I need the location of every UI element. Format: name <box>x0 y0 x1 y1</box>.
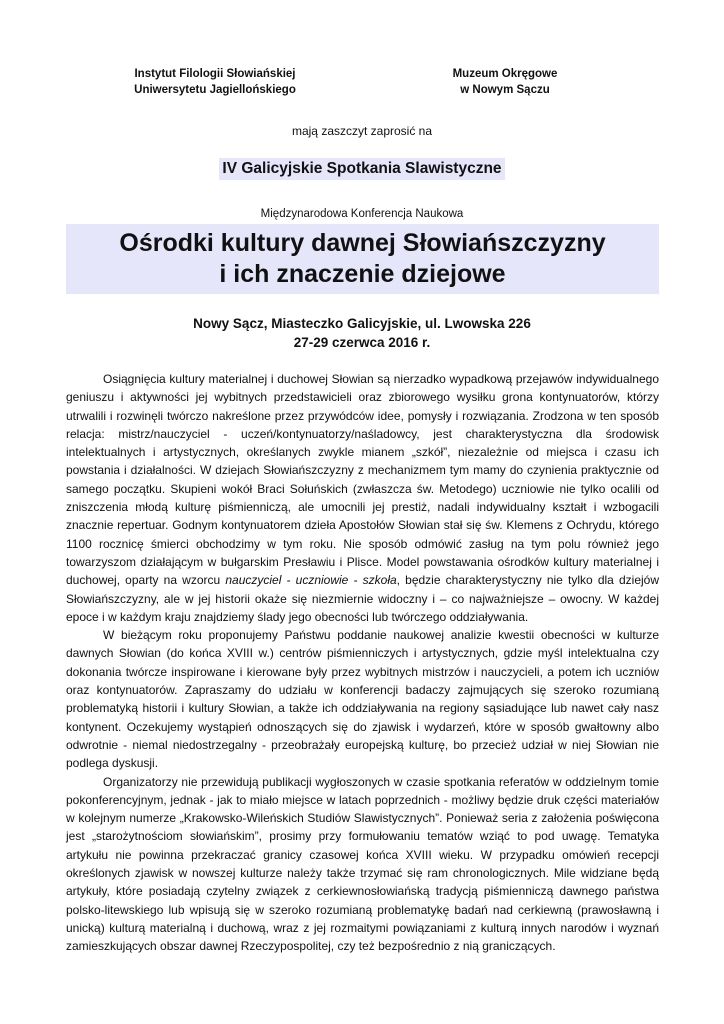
venue-dates: 27-29 czerwca 2016 r. <box>293 335 431 350</box>
conference-title-line1: Ośrodki kultury dawnej Słowiańszczyzny <box>119 229 606 257</box>
conference-type: Międzynarodowa Konferencja Naukowa <box>260 208 464 220</box>
paragraph-3: Organizatorzy nie przewidują publikacji wygłoszonych w czasie spotkania referatów w oddzielnym tomie pokonferencyjnym, jednak - jak to miało miejsce w latach poprzednich - możliwy będzie druk części materiałów w kolejnym numerze „Krakowsko-Wileńskich Studiów Slawistycznych”. Ponieważ seria z założenia poświęcona jest „starożytnościom słowiańskim”, prosimy przy formułowaniu tematów wziąć to pod uwagę. Tematyka artykułu nie powinna przekraczać granicy czasowej końca XVIII wieku. W przypadku omówień recepcji określonych zjawisk w nowszej kulturze należy także trzymać się ram chronologicznych. Mile widziane będą artykuły, które posiadają czytelny związek z cerkiewnosłowiańską tradycją piśmienniczą dawnego państwa polsko-litewskiego lub wpisują się w szeroko rozumianą problematykę badań nad cerkiewną (prawosławną i unicką) kulturą materialną i duchową, wraz z jej rozmaitymi powiązaniami z kulturą innych narodów i wyznań zamieszkujących obszar dawnej Rzeczypospolitej, czy też bezpośrednio z nią graniczących. <box>66 774 659 954</box>
organizer-left <box>110 66 320 98</box>
organizer-right-line1: Muzeum Okręgowe <box>452 68 558 80</box>
paragraph-1-part-a: Osiągnięcia kultury materialnej i duchowej Słowian są nierzadko wypadkową przejawów indywidualnego geniuszu i aktywności jej wybitnych przedstawicieli oraz zbiorowego wysiłku grona kontynuatorów, którzy utrwalili i rozwinęli twórczo nakreślone przez przywódców idee, pomysły i rozwiązania. Zrodzona w ten sposób relacja: mistrz/nauczyciel - uczeń/kontynuatorzy/naśladowcy, jest charakterystyczna dla środowisk intelektualnych i artystycznych, określanych zwykle mianem „szkół”, niezależnie od miejsca i czasu ich powstania i działalności. W dziejach Słowiańszczyzny z mechanizmem tym mamy do czynienia praktycznie od samego początku. Skupieni wokół Braci Sołuńskich (zwłaszcza św. Metodego) uczniowie nie tylko ocalili od zniszczenia młodą kulturę piśmienniczą, ale umocnili jej prestiż, nadali indywidualny kształt i wzbogacili znacznie repertuar. Godnym kontynuatorem dzieła Apostołów Słowian stał się św. Klemens z Ochrydu, którego 1100 rocznicę śmierci obchodzimy w tym roku. Nie sposób odmówić zasług na tym polu również jego towarzyszom działającym w bułgarskim Presławiu i Plisce. Model powstawania ośrodków kultury materialnej i duchowej, oparty na wzorcu <box>66 372 659 588</box>
paragraph-1-part-b: , będzie charakterystyczny nie tylko dla dziejów Słowiańszczyzny, ale w jej historii okaże się niezmiernie widoczny i – co najważniejsze – owocny. W każdej epoce i w każdym kraju znajdziemy ślady jego obecności lub twórczego oddziaływania. <box>66 573 660 624</box>
organizer-left-line2: Uniwersytetu Jagiellońskiego <box>134 84 296 96</box>
body-text <box>66 370 659 956</box>
series-title-wrap <box>0 158 724 180</box>
series-title: IV Galicyjskie Spotkania Slawistyczne <box>219 158 504 180</box>
paragraph-1-emphasis: nauczyciel - uczniowie - szkoła <box>225 573 397 588</box>
paragraph-2: W bieżącym roku proponujemy Państwu poddanie naukowej analizie kwestii obecności w kulturze dawnych Słowian (do końca XVIII w.) centrów piśmienniczych i artystycznych, gdzie myśl intelektualna czy dokonania twórcze inspirowane i kierowane były przez wybitnych mistrzów i nauczycieli, a potem ich uczniów oraz kontynuatorów. Zapraszamy do udziału w konferencji badaczy zajmujących się szeroko rozumianą problematyką historii i kultury Słowian, a także ich oddziaływania na regiony sąsiadujące lub nawet cały nasz kontynent. Oczekujemy wystąpień odnoszących się do zjawisk i wydarzeń, które w sposób gwałtowny albo odwrotnie - niemal niedostrzegalny - przeobrażały europejską kulturę, bo przecież udział w niej Słowian nie podlega dyskusji. <box>66 628 659 771</box>
organizer-right <box>420 66 590 98</box>
paragraph-1 <box>66 370 659 626</box>
venue-place: Nowy Sącz, Miasteczko Galicyjskie, ul. Lwowska 226 <box>193 316 531 331</box>
organizer-left-line1: Instytut Filologii Słowiańskiej <box>134 68 296 80</box>
venue-block <box>0 314 724 352</box>
organizer-right-line2: w Nowym Sączu <box>460 84 550 96</box>
conference-title-box <box>66 224 659 294</box>
conference-title-line2: i ich znaczenie dziejowe <box>219 260 506 288</box>
invitation-text: mają zaszczyt zaprosić na <box>291 124 433 138</box>
